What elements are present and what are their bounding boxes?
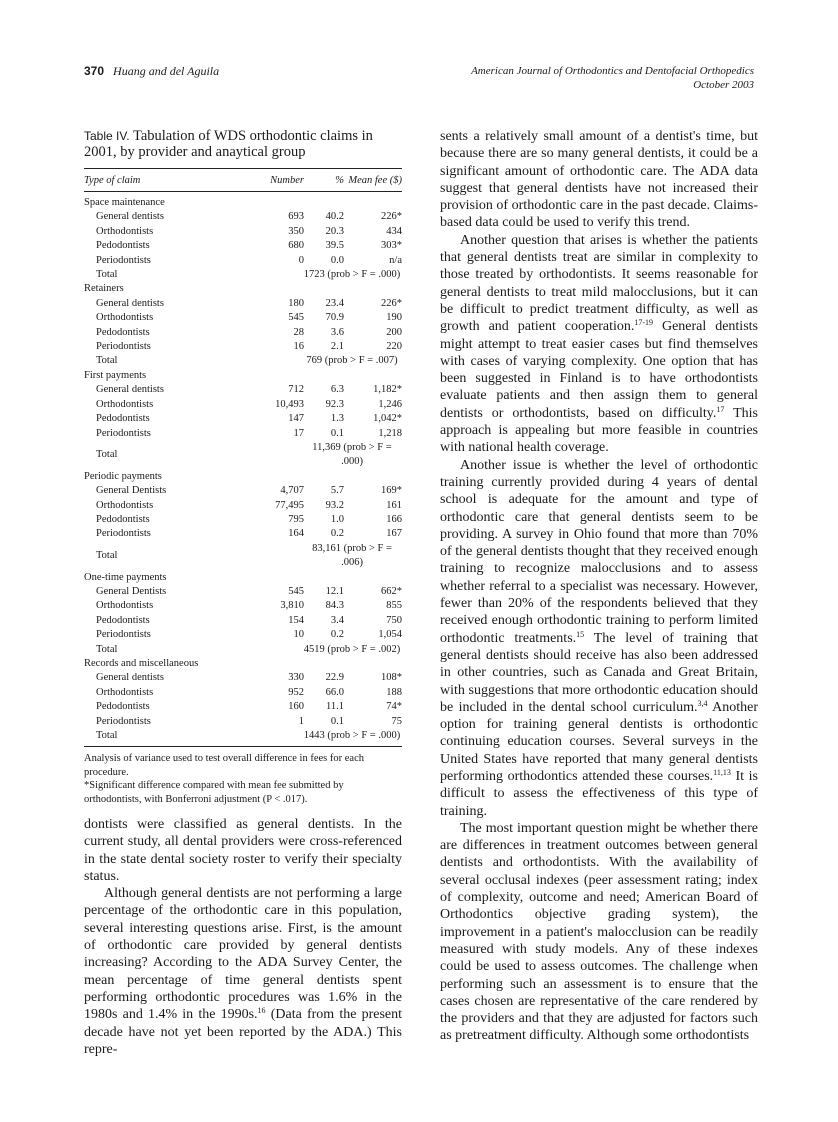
table-row: [84, 254, 402, 268]
number-cell: 77,495: [275, 499, 304, 511]
table-row: [84, 225, 402, 239]
provider-cell: Orthodontists: [96, 225, 154, 237]
total-label: Total: [96, 355, 118, 367]
number-cell: 712: [288, 384, 304, 396]
table-row: [84, 427, 402, 441]
number-cell: 952: [288, 686, 304, 698]
claims-table: [84, 168, 402, 747]
citation: 15: [576, 629, 585, 639]
provider-cell: Periodontists: [96, 528, 151, 540]
total-row: [84, 268, 402, 282]
group-name: One-time payments: [84, 571, 167, 583]
mean-fee-cell: 108*: [381, 672, 402, 684]
group-row: [84, 192, 402, 211]
table-row: [84, 686, 402, 700]
total-label: Total: [96, 549, 118, 561]
table-row: [84, 585, 402, 599]
number-cell: 693: [288, 211, 304, 223]
provider-cell: Pedodontists: [96, 614, 150, 626]
mean-fee-cell: 1,042*: [373, 413, 402, 425]
paragraph: dontists were classified as general dentists. In the current study, all dental providers were cross-referenced in the state dental society roster to verify their specialty status.: [84, 817, 402, 884]
total-value: 1443 (prob > F = .000): [256, 729, 402, 747]
number-cell: 0: [298, 254, 304, 266]
total-row: [84, 542, 402, 571]
mean-fee-cell: 855: [386, 600, 402, 612]
citation: 17: [716, 404, 725, 414]
group-name: Periodic payments: [84, 470, 162, 482]
page-number: 370: [84, 64, 105, 78]
table-row: [84, 297, 402, 311]
percent-cell: 93.2: [325, 499, 344, 511]
number-cell: 16: [293, 341, 304, 353]
group-row: [84, 470, 402, 484]
col-header-pct: %: [304, 169, 344, 192]
provider-cell: General dentists: [96, 297, 164, 309]
total-row: [84, 354, 402, 368]
table-row: [84, 311, 402, 325]
provider-cell: General dentists: [96, 384, 164, 396]
percent-cell: 66.0: [325, 686, 344, 698]
table-row: [84, 484, 402, 498]
running-authors: Huang and del Aguila: [113, 64, 220, 78]
number-cell: 154: [288, 614, 304, 626]
provider-cell: Orthodontists: [96, 600, 154, 612]
percent-cell: 39.5: [325, 240, 344, 252]
mean-fee-cell: 190: [386, 312, 402, 324]
percent-cell: 84.3: [325, 600, 344, 612]
table-row: [84, 671, 402, 685]
table-row: [84, 398, 402, 412]
group-name: Retainers: [84, 283, 124, 295]
number-cell: 545: [288, 585, 304, 597]
footnote-significance: *Significant difference compared with mean fee submitted by orthodontists, with Bonferroni adjustment (P < .017).: [84, 780, 344, 805]
citation: 11,13: [713, 767, 731, 777]
percent-cell: 70.9: [325, 312, 344, 324]
mean-fee-cell: 74*: [386, 701, 402, 713]
percent-cell: 3.4: [330, 614, 344, 626]
number-cell: 1: [298, 715, 304, 727]
percent-cell: 23.4: [325, 297, 344, 309]
table-iv: [84, 128, 402, 806]
table-row: [84, 599, 402, 613]
paragraph: Another issue is whether the level of orthodontic training currently provided during 4 years of dental school is adequate for the amount and type of orthodontic care that general dentists seem to be providing. A survey in Ohio found that more than 70% of the general dentists thought that they received enough training to recognize malocclusions and to assess whether referral to a specialist was necessary. However, fewer than 20% of the respondents believed that they received enough orthodontic training to perform limited orthodontic treatments.$^{15}$ The level of training that general dentists should receive has also been addressed in other countries, such as Canada and Great Britain, with suggestions that more orthodontic education should be included in the dental school curriculum.$^{3,4}$ Another option for training general dentists is orthodontic continuing education courses. Several surveys in the United States have reported that many general dentists performing orthodontics attended these courses.$^{11,13}$ It is difficult to assess the effectiveness of this type of training.: [440, 457, 759, 819]
number-cell: 350: [288, 225, 304, 237]
table-row: [84, 499, 402, 513]
table-row: [84, 513, 402, 527]
paragraph: Another question that arises is whether the patients that general dentists treat are similar in complexity to those treated by orthodontists. It seems reasonable for general dentists to treat mild malocclusions, but it can be difficult to predict treatment difficulty, as well as growth and patient cooperation.$^{17-19}$ General dentists might attempt to treat easier cases but find themselves with cases of varying complexity. One option that has been suggested in Finland is to have orthodontists evaluate patients and then assign them to general dentists or orthodontists, based on difficulty.$^{17}$ This approach is appealing but more feasible in countries with national health coverage.: [440, 232, 758, 456]
table-body: [84, 192, 402, 747]
table-header-row: [84, 169, 402, 192]
percent-cell: 2.1: [330, 341, 344, 353]
group-name: First payments: [84, 369, 147, 381]
total-value: 11,369 (prob > F = .000): [312, 441, 392, 468]
total-value: 4519 (prob > F = .002): [303, 643, 401, 655]
table-row: [84, 383, 402, 397]
mean-fee-cell: 1,182*: [373, 384, 402, 396]
mean-fee-cell: 1,054: [378, 629, 402, 641]
total-row: [84, 643, 402, 657]
col-header-number: Number: [256, 169, 304, 192]
number-cell: 10: [293, 629, 304, 641]
citation: 16: [257, 1006, 266, 1016]
group-row: [84, 282, 402, 296]
percent-cell: 0.2: [330, 629, 344, 641]
citation: 17-19: [634, 318, 654, 328]
table-row: [84, 700, 402, 714]
provider-cell: General Dentists: [96, 485, 167, 497]
mean-fee-cell: 1,218: [378, 427, 402, 439]
group-row: [84, 369, 402, 383]
paragraph: Although general dentists are not performing a large percentage of the orthodontic care in this population, several interesting questions arise. First, is the amount of orthodontic care provided by general dentists increasing? According to the ADA Survey Center, the mean percentage of time general dentists spent performing orthodontic procedures was 1.6% in the 1980s and 1.4% in the 1990s.$^{16}$ (Data from the present decade have not yet been reported by the ADA.) This repre-: [84, 886, 402, 1057]
mean-fee-cell: 434: [386, 225, 402, 237]
group-name: Records and miscellaneous: [84, 658, 199, 669]
table-row: [84, 340, 402, 354]
provider-cell: Pedodontists: [96, 701, 150, 713]
percent-cell: 92.3: [325, 398, 344, 410]
citation: 3,4: [697, 698, 708, 708]
mean-fee-cell: 75: [391, 715, 402, 727]
body-column-right: [440, 128, 758, 1045]
mean-fee-cell: 303*: [381, 240, 402, 252]
percent-cell: 0.2: [330, 528, 344, 540]
mean-fee-cell: 1,246: [378, 398, 402, 410]
number-cell: 680: [288, 240, 304, 252]
percent-cell: 1.3: [330, 413, 344, 425]
number-cell: 4,707: [280, 485, 304, 497]
group-row: [84, 571, 402, 585]
footnote-anova: Analysis of variance used to test overall difference in fees for each procedure.: [84, 753, 364, 778]
percent-cell: 5.7: [330, 485, 344, 497]
provider-cell: General dentists: [96, 211, 164, 223]
mean-fee-cell: 662*: [381, 585, 402, 597]
total-row: [84, 441, 402, 470]
provider-cell: Orthodontists: [96, 686, 154, 698]
number-cell: 164: [288, 528, 304, 540]
journal-name: American Journal of Orthodontics and Dentofacial Orthopedics: [471, 65, 754, 77]
mean-fee-cell: 188: [386, 686, 402, 698]
percent-cell: 6.3: [330, 384, 344, 396]
number-cell: 160: [288, 701, 304, 713]
provider-cell: Orthodontists: [96, 312, 154, 324]
percent-cell: 1.0: [330, 513, 344, 525]
provider-cell: Pedodontists: [96, 413, 150, 425]
table-row: [84, 239, 402, 253]
table-row: [84, 715, 402, 729]
number-cell: 795: [288, 513, 304, 525]
number-cell: 330: [288, 672, 304, 684]
mean-fee-cell: 750: [386, 614, 402, 626]
percent-cell: 40.2: [325, 211, 344, 223]
running-header-left: [84, 64, 219, 79]
percent-cell: 0.1: [330, 427, 344, 439]
col-header-fee: Mean fee ($): [344, 169, 402, 192]
total-value: 1723 (prob > F = .000): [303, 269, 401, 281]
running-header-right: [471, 64, 754, 92]
provider-cell: Orthodontists: [96, 499, 154, 511]
provider-cell: Pedodontists: [96, 240, 150, 252]
percent-cell: 20.3: [325, 225, 344, 237]
table-caption: [84, 128, 402, 160]
percent-cell: 22.9: [325, 672, 344, 684]
number-cell: 180: [288, 297, 304, 309]
group-row: [84, 657, 402, 671]
provider-cell: Periodontists: [96, 254, 151, 266]
table-title-text: Tabulation of WDS orthodontic claims in 2001, by provider and anaytical group: [84, 128, 373, 160]
total-label: Total: [96, 449, 118, 461]
percent-cell: 3.6: [330, 326, 344, 338]
number-cell: 545: [288, 312, 304, 324]
total-value: 83,161 (prob > F = .006): [312, 542, 392, 569]
total-label: Total: [84, 729, 256, 747]
total-value: 769 (prob > F = .007): [306, 355, 398, 367]
number-cell: 3,810: [280, 600, 304, 612]
number-cell: 17: [293, 427, 304, 439]
number-cell: 28: [293, 326, 304, 338]
body-column-left: [84, 816, 402, 1058]
table-row: [84, 210, 402, 224]
number-cell: 10,493: [275, 398, 304, 410]
total-row: [84, 729, 402, 747]
mean-fee-cell: 166: [386, 513, 402, 525]
provider-cell: Periodontists: [96, 629, 151, 641]
percent-cell: 11.1: [326, 701, 344, 713]
provider-cell: General dentists: [96, 672, 164, 684]
issue-date: October 2003: [693, 79, 754, 91]
table-footnotes: [84, 752, 402, 806]
number-cell: 147: [288, 413, 304, 425]
paragraph: sents a relatively small amount of a dentist's time, but because there are so many general dentists, it could be a significant amount of orthodontic care. The ADA data suggest that general dentists have not increased their provision of orthodontic care in the past decade. Claims-based data could be used to verify this trend.: [440, 129, 758, 231]
mean-fee-cell: 220: [386, 341, 402, 353]
table-label: Table IV.: [84, 129, 130, 143]
mean-fee-cell: 226*: [381, 297, 402, 309]
paragraph: The most important question might be whether there are differences in treatment outcomes between general dentists and orthodontists. With the availability of several occlusal indexes (peer assessment rating; index of complexity, outcome and need; American Board of Orthodontics objective grading system), the improvement in a patient's malocclusion can be readily measured with study models. Any of these indexes could be used to assess outcomes. The challenge when performing such an assessment is to ensure that the cases chosen are representative of the care rendered by the providers and that they are adjusted for factors such as pretreatment difficulty. Although some orthodontists: [440, 820, 758, 1044]
table-row: [84, 628, 402, 642]
provider-cell: Periodontists: [96, 427, 151, 439]
mean-fee-cell: 161: [386, 499, 402, 511]
table-row: [84, 527, 402, 541]
mean-fee-cell: 167: [386, 528, 402, 540]
table-row: [84, 326, 402, 340]
mean-fee-cell: 226*: [381, 211, 402, 223]
provider-cell: Pedodontists: [96, 513, 150, 525]
provider-cell: Pedodontists: [96, 326, 150, 338]
mean-fee-cell: 169*: [381, 485, 402, 497]
total-label: Total: [96, 269, 118, 281]
total-label: Total: [96, 643, 118, 655]
table-row: [84, 614, 402, 628]
provider-cell: Periodontists: [96, 715, 151, 727]
provider-cell: Periodontists: [96, 341, 151, 353]
mean-fee-cell: 200: [386, 326, 402, 338]
percent-cell: 12.1: [325, 585, 344, 597]
percent-cell: 0.0: [330, 254, 344, 266]
mean-fee-cell: n/a: [389, 254, 402, 266]
table-row: [84, 412, 402, 426]
provider-cell: Orthodontists: [96, 398, 154, 410]
col-header-type: Type of claim: [84, 169, 256, 192]
percent-cell: 0.1: [330, 715, 344, 727]
group-name: Space maintenance: [84, 197, 165, 208]
provider-cell: General Dentists: [96, 585, 167, 597]
